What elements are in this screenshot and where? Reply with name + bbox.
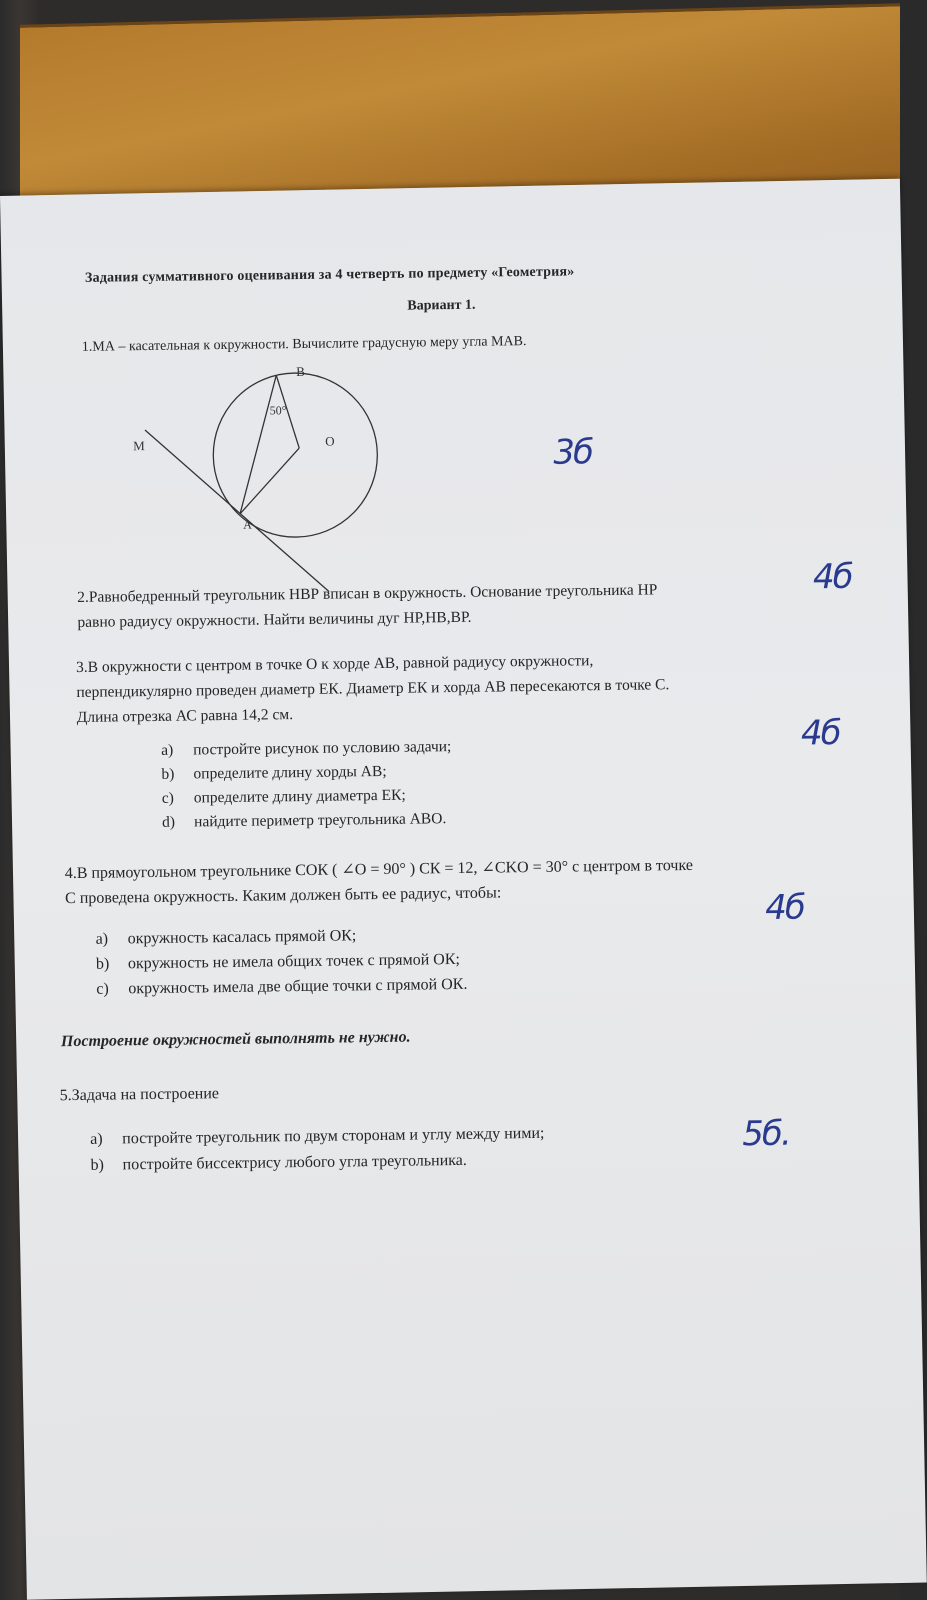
document-title: Задания суммативного оценивания за 4 четверть по предмету «Геометрия» xyxy=(84,264,575,286)
question-2-text xyxy=(77,577,658,635)
label-a: A xyxy=(243,517,252,532)
note-no-construction: Построение окружностей выполнять не нужно. xyxy=(60,1028,411,1051)
question-2-line-1: 2.Равнобедренный треугольник НВР вписан в окружность. Основание треугольника НР xyxy=(77,581,658,606)
question-2-line-2: равно радиусу окружности. Найти величины дуг НР,НВ,ВР. xyxy=(77,608,472,631)
question-5-item-a: a) постройте треугольник по двум сторонам и углу между ними; xyxy=(90,1124,545,1148)
grade-q3: 4б xyxy=(800,712,840,754)
question-5-title: 5.Задача на построение xyxy=(59,1085,220,1105)
grade-q2: 4б xyxy=(812,556,852,598)
tangent-line-ma xyxy=(145,428,329,594)
question-3-line-2: перпендикулярно проведен диаметр ЕК. Диаметр ЕК и хорда АВ пересекаются в точке С. xyxy=(76,676,670,701)
question-3-item-b: b) определите длину хорды АВ; xyxy=(161,762,387,783)
circle xyxy=(212,372,378,538)
question-1-text: 1.МА – касательная к окружности. Вычислите градусную меру угла МАВ. xyxy=(81,334,527,355)
question-3-text xyxy=(76,647,670,730)
question-3-line-3: Длина отрезка АС равна 14,2 см. xyxy=(76,706,294,726)
question-4-text xyxy=(65,853,694,911)
grade-q5: 5б. xyxy=(741,1113,790,1155)
question-3-item-a: a) постройте рисунок по условию задачи; xyxy=(161,738,452,759)
question-1-figure xyxy=(133,358,419,592)
question-4-item-a: a) окружность касалась прямой ОК; xyxy=(95,927,357,948)
label-o: O xyxy=(325,433,335,449)
label-m: M xyxy=(133,438,145,454)
grade-q4: 4б xyxy=(765,887,805,928)
question-3-item-c: c) определите длину диаметра ЕК; xyxy=(161,786,406,807)
label-angle-50: 50° xyxy=(269,403,287,418)
variant-label: Вариант 1. xyxy=(407,297,476,314)
question-4-line-2: С проведена окружность. Каким должен быть ее радиус, чтобы: xyxy=(64,884,502,908)
question-5-item-b: b) постройте биссектрису любого угла треугольника. xyxy=(90,1151,467,1174)
grade-q1: 3б xyxy=(553,432,593,473)
worksheet xyxy=(0,192,912,1584)
question-3-item-d: d) найдите периметр треугольника АВО. xyxy=(161,810,447,831)
question-4-item-b: b) окружность не имела общих точек с прямой ОК; xyxy=(95,950,461,973)
label-b: B xyxy=(296,363,305,380)
question-4-item-c: c) окружность имела две общие точки с прямой ОК. xyxy=(96,975,468,998)
question-4-line-1: 4.В прямоугольном треугольнике СОК ( ∠O = 90° ) СК = 12, ∠CKO = 30° с центром в точке xyxy=(64,856,693,883)
question-3-line-1: 3.В окружности с центром в точке О к хорде АВ, равной радиусу окружности, xyxy=(75,652,594,676)
